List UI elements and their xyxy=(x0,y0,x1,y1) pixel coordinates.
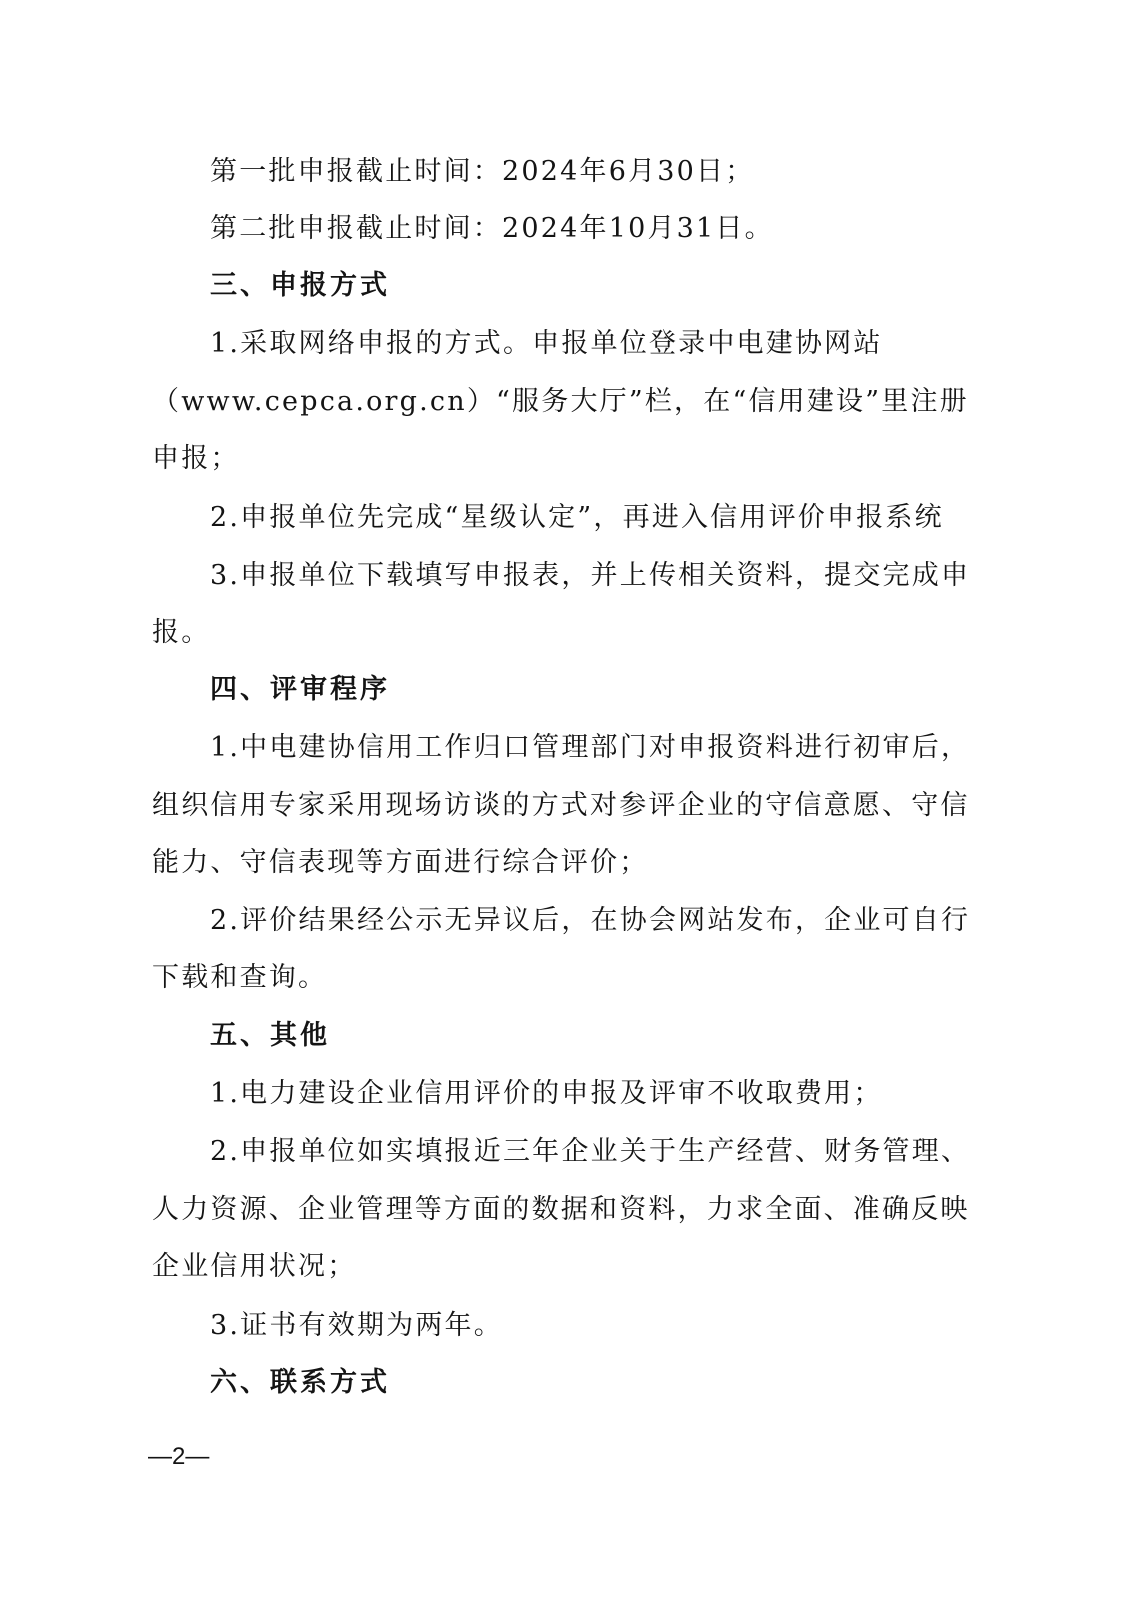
paragraph-line: 1.采取网络申报的方式。申报单位登录中电建协网站 xyxy=(210,328,883,359)
paragraph-line: 2.评价结果经公示无异议后，在协会网站发布，企业可自行 xyxy=(210,905,971,936)
paragraph-line: 2.申报单位如实填报近三年企业关于生产经营、财务管理、 xyxy=(210,1136,971,1167)
page-number: —2— xyxy=(148,1443,210,1470)
deadline-second: 第二批申报截止时间：2024年10月31日。 xyxy=(210,213,774,244)
paragraph-line: 组织信用专家采用现场访谈的方式对参评企业的守信意愿、守信 xyxy=(152,790,970,821)
paragraph-line: （www.cepca.org.cn）“服务大厅”栏，在“信用建设”里注册 xyxy=(152,386,969,417)
section-heading-contact: 六、联系方式 xyxy=(210,1367,390,1398)
paragraph-line: 2.申报单位先完成“星级认定”，再进入信用评价申报系统 xyxy=(210,502,944,533)
paragraph-line: 申报； xyxy=(152,443,240,474)
paragraph-line: 报。 xyxy=(152,617,211,648)
paragraph-line: 1.中电建协信用工作归口管理部门对申报资料进行初审后， xyxy=(210,732,971,763)
paragraph-line: 企业信用状况； xyxy=(152,1251,357,1282)
paragraph-line: 能力、守信表现等方面进行综合评价； xyxy=(152,847,649,878)
paragraph-line: 人力资源、企业管理等方面的数据和资料，力求全面、准确反映 xyxy=(152,1194,970,1225)
paragraph-line: 3.申报单位下载填写申报表，并上传相关资料，提交完成申 xyxy=(210,560,971,591)
paragraph-line: 1.电力建设企业信用评价的申报及评审不收取费用； xyxy=(210,1078,883,1109)
section-heading-other: 五、其他 xyxy=(210,1020,330,1051)
section-heading-application-method: 三、申报方式 xyxy=(210,270,390,301)
paragraph-line: 下载和查询。 xyxy=(152,962,328,993)
section-heading-review-procedure: 四、评审程序 xyxy=(210,674,390,705)
deadline-first: 第一批申报截止时间：2024年6月30日； xyxy=(210,156,755,187)
paragraph-line: 3.证书有效期为两年。 xyxy=(210,1310,503,1341)
